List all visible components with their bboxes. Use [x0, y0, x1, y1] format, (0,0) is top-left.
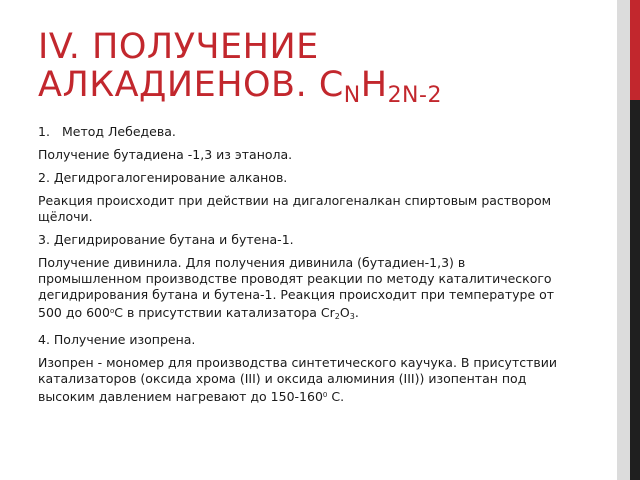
item4-text-a: Изопрен - мономер для производства синтетического каучука. В присутствии катализаторов (оксида хрома (III) и оксида алюминия (III)) изопентан под высоким давлением нагревают до 150-160	[38, 355, 557, 404]
item3-text	[38, 255, 568, 325]
item3-text-c: O	[339, 305, 350, 320]
item4-heading: 4. Получение изопрена.	[38, 332, 196, 347]
item2-text: Реакция происходит при действии на дигалогеналкан спиртовым раствором щёлочи.	[38, 193, 552, 224]
title-main: IV. ПОЛУЧЕНИЕ АЛКАДИЕНОВ. С	[38, 27, 344, 105]
slide-title	[38, 28, 598, 115]
title-h: H	[360, 65, 388, 105]
title-subscript-n: N	[343, 83, 361, 108]
item1-text: Получение бутадиена -1,3 из этанола.	[38, 147, 293, 162]
side-bar-red	[630, 0, 640, 100]
item1-number: 1.	[38, 124, 50, 139]
side-bar-gray	[617, 0, 630, 480]
item3-sub-2: 2	[334, 312, 340, 321]
item1-heading: Метод Лебедева.	[62, 124, 176, 139]
item4-text-b: С.	[327, 389, 345, 404]
item3-heading: 3. Дегидрирование бутана и бутена-1.	[38, 232, 294, 247]
item4-text	[38, 355, 568, 405]
item4-degree: 0	[322, 391, 328, 399]
slide-body	[38, 124, 568, 412]
item3-text-d: .	[354, 305, 359, 320]
item3-text-b: С в присутствии катализатора Cr	[114, 305, 335, 320]
item3-text-a: Получение дивинила. Для получения дивинила (бутадиен-1,3) в промышленном производстве проводят реакции по методу каталитического дегидрирования бутана и бутена-1. Реакция происходит при температуре от 500 до 600	[38, 255, 555, 320]
item2-heading: 2. Дегидрогалогенирование алканов.	[38, 170, 288, 185]
title-subscript-formula: 2N-2	[387, 83, 442, 108]
side-bar-dark	[630, 100, 640, 480]
item3-degree: о	[109, 307, 115, 315]
item1-heading-line	[38, 124, 568, 140]
item3-sub-3: 3	[349, 312, 355, 321]
